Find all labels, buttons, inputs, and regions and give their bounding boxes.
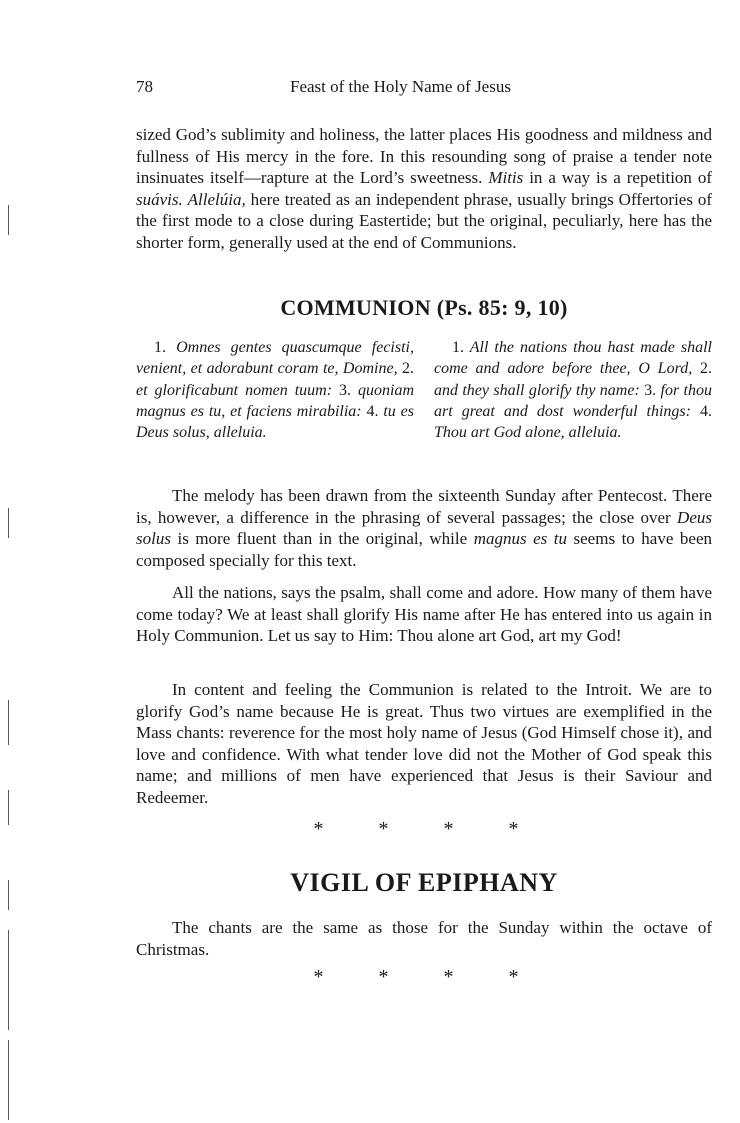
verse-text: All the nations thou hast made shall come and adore before thee, O Lord,	[434, 339, 712, 378]
asterisk: *	[508, 966, 519, 988]
asterisk: *	[313, 966, 324, 988]
text-span: is more fluent than in the original, while	[170, 529, 474, 548]
text-span: here treated as an independent phrase, usually brings Offertories of the first mode to a close during Eastertide; but the original, peculiarly, here has the shorter form, generally used at the end of Communions.	[136, 189, 712, 252]
asterisk: *	[443, 966, 454, 988]
scan-mark	[8, 700, 9, 745]
paragraph-nations: All the nations, says the psalm, shall come and adore. How many of them have come today? We at least shall glorify His name after He has entered into us again in Holy Communion. Let us say to Him: Thou alone art God, art my God!	[136, 583, 712, 645]
verse-text: Omnes gentes quascumque fecisti, venient, et adorabunt coram te, Domine,	[136, 339, 414, 378]
paragraph-vigil: The chants are the same as those for the Sunday within the octave of Christmas.	[136, 918, 712, 959]
verse-text: tu es Deus solus, alleluia.	[136, 402, 414, 442]
scan-mark	[8, 880, 9, 910]
italic-term: magnus es tu	[473, 529, 567, 548]
section-separator	[286, 966, 576, 989]
scan-mark	[8, 508, 9, 538]
verse-number: 1.	[452, 339, 464, 356]
page-header	[136, 77, 712, 99]
latin-text-column	[136, 337, 414, 443]
verse-number: 2.	[402, 360, 414, 378]
italic-term: suávis.	[136, 189, 183, 209]
running-title: Feast of the Holy Name of Jesus	[290, 77, 511, 96]
text-span: The melody has been drawn from the sixteenth Sunday after Pentecost. There is, however, a difference in the phrasing of several passages; the close over	[136, 486, 712, 527]
section-separator	[286, 818, 576, 841]
asterisk: *	[378, 818, 389, 840]
verse-text: quoniam magnus es tu, et faciens mirabilia:	[136, 381, 414, 420]
text-span: sized God’s sublimity and holiness, the latter places His goodness and mildness and fullness of His mercy in the fore. In this resounding song of praise a tender note insinuates itself—rapture at the Lord’s sweetness.	[136, 125, 712, 187]
paragraph-melody	[136, 485, 712, 571]
asterisk: *	[508, 818, 519, 840]
paragraph-content-and-feeling: In content and feeling the Communion is related to the Introit. We are to glorify God’s name because He is great. Thus two virtues are exemplified in the Mass chants: reverence for the most holy name of Jesus (God Himself chose it), and love and confidence. With what tender love did not the Mother of God speak this name; and millions of men have experienced that Jesus is their Saviour and Redeemer.	[136, 680, 712, 807]
verse-number: 3.	[339, 381, 352, 399]
scan-mark	[8, 205, 9, 235]
asterisk: *	[443, 818, 454, 840]
italic-term: Allelúia,	[187, 189, 246, 209]
asterisk: *	[313, 818, 324, 840]
verse-number: 2.	[700, 360, 712, 378]
verse-text: and they shall glorify thy name:	[434, 381, 645, 399]
italic-term: Deus solus	[136, 507, 712, 548]
section-heading-communion	[136, 295, 712, 321]
verse-number: 4.	[366, 402, 379, 420]
communion-title: COMMUNION	[280, 295, 431, 320]
asterisk: *	[378, 966, 389, 988]
verse-number: 3.	[644, 381, 657, 399]
verse-number: 4.	[700, 402, 712, 420]
italic-term: Mitis	[488, 168, 524, 187]
verse-text: Thou art God alone, alleluia.	[434, 424, 622, 442]
scan-mark	[8, 930, 9, 1030]
scan-mark	[8, 790, 9, 825]
text-span: in a way is a repetition of	[523, 168, 712, 187]
scan-mark	[8, 1040, 9, 1120]
english-translation-column	[434, 337, 712, 443]
verse-number: 1.	[154, 339, 166, 356]
page-number: 78	[136, 77, 153, 96]
paragraph-offertory-continued	[136, 124, 712, 253]
verse-text: for thou art great and dost wonderful things:	[434, 381, 712, 420]
scan-margin-marks	[0, 0, 30, 1123]
section-heading-vigil: VIGIL OF EPIPHANY	[290, 868, 558, 897]
text-span: seems to have been composed specially for this text.	[136, 529, 713, 570]
psalm-reference: (Ps. 85: 9, 10)	[436, 295, 568, 320]
verse-text: et glorificabunt nomen tuum:	[136, 381, 340, 399]
